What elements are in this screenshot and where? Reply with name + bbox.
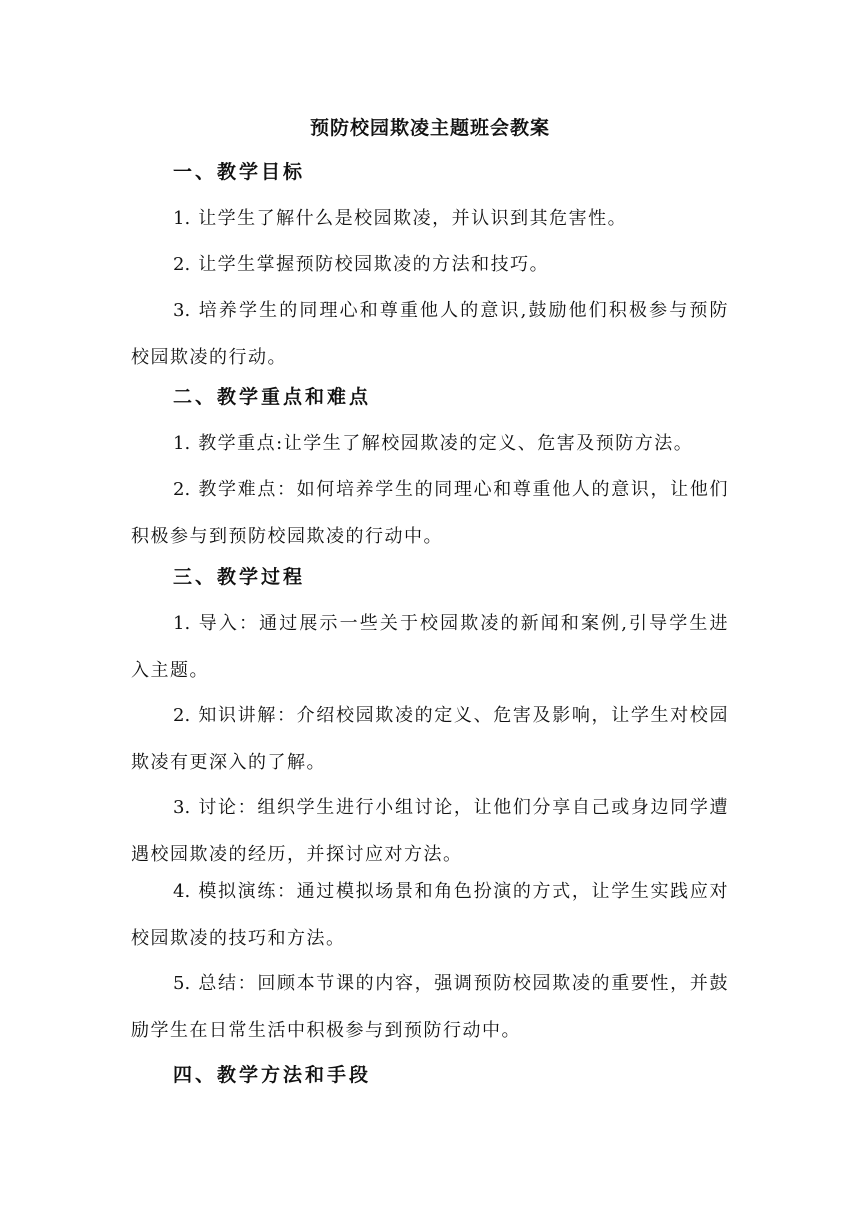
list-item — [131, 692, 729, 786]
item-number: 2. — [173, 479, 191, 500]
item-text: 培养学生的同理心和尊重他人的意识,鼓励他们积极参与预防校园欺凌的行动。 — [131, 300, 729, 368]
item-number: 1. — [173, 613, 191, 634]
item-text: 导入：通过展示一些关于校园欺凌的新闻和案例,引导学生进入主题。 — [131, 613, 729, 681]
item-text: 总结：回顾本节课的内容，强调预防校园欺凌的重要性，并鼓励学生在日常生活中积极参与到预防行动中。 — [131, 973, 729, 1041]
item-text: 讨论：组织学生进行小组讨论，让他们分享自己或身边同学遭遇校园欺凌的经历，并探讨应对方法。 — [131, 797, 729, 865]
item-number: 2. — [173, 254, 191, 275]
item-number: 3. — [173, 300, 191, 321]
item-number: 2. — [173, 705, 191, 726]
section-heading-goals: 一、教学目标 — [173, 161, 306, 183]
list-item — [131, 420, 729, 467]
list-item — [131, 287, 729, 381]
item-number: 3. — [173, 797, 191, 818]
section-heading-process: 三、教学过程 — [173, 566, 306, 588]
section-heading-methods: 四、教学方法和手段 — [173, 1064, 372, 1086]
list-item — [131, 784, 729, 878]
document-title: 预防校园欺凌主题班会教案 — [309, 117, 550, 139]
list-item — [131, 960, 729, 1054]
list-item — [131, 241, 729, 288]
list-item — [131, 466, 729, 560]
list-item — [131, 600, 729, 694]
item-text: 让学生掌握预防校园欺凌的方法和技巧。 — [198, 254, 550, 275]
item-text: 模拟演练：通过模拟场景和角色扮演的方式，让学生实践应对校园欺凌的技巧和方法。 — [131, 881, 729, 949]
item-text: 教学难点：如何培养学生的同理心和尊重他人的意识，让他们积极参与到预防校园欺凌的行动中。 — [131, 479, 729, 547]
list-item — [131, 868, 729, 962]
item-text: 教学重点:让学生了解校园欺凌的定义、危害及预防方法。 — [198, 433, 694, 454]
item-number: 4. — [173, 881, 191, 902]
item-text: 让学生了解什么是校园欺凌，并认识到其危害性。 — [198, 208, 628, 229]
item-number: 1. — [173, 433, 191, 454]
item-text: 知识讲解：介绍校园欺凌的定义、危害及影响，让学生对校园欺凌有更深入的了解。 — [131, 705, 729, 773]
item-number: 1. — [173, 208, 191, 229]
section-heading-key-points: 二、教学重点和难点 — [173, 386, 372, 408]
item-number: 5. — [173, 973, 191, 994]
list-item — [131, 195, 729, 242]
